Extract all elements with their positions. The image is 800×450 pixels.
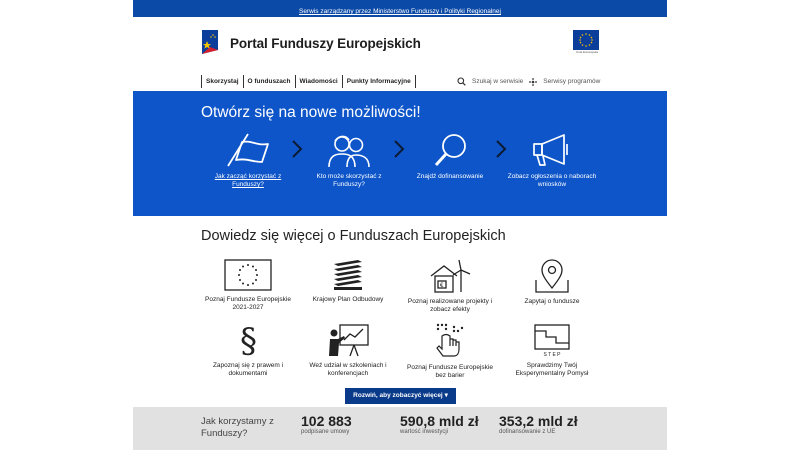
header [133,17,667,70]
tile-label [298,362,398,378]
nav-item-wiadomosci[interactable]: Wiadomości [295,75,342,88]
hero-step-announcements[interactable] [502,132,602,189]
tile-projects[interactable] [400,258,500,314]
step-icon-text: S T E P [543,352,561,358]
caret-down-icon: ▾ [444,392,448,399]
stat-investment [400,413,479,435]
hero-step-find[interactable] [400,132,500,181]
flag-icon [222,132,274,168]
stats-bar [133,407,667,450]
nav-item-o-funduszach[interactable]: O funduszach [243,75,295,88]
ministry-link[interactable]: Serwis zarządzany przez Ministerstwo Funduszy i Polityki Regionalnej [299,8,501,15]
tile-label [502,298,602,306]
page-frame [133,0,667,450]
building-icon [330,258,366,292]
accessibility-hand-icon [432,322,468,360]
stat-caption: podpisane umowy [301,429,350,435]
people-icon [323,132,375,168]
stat-value: 353,2 mld zł [499,413,578,429]
tile-label-line: Eksperymentalny Pomysł [515,370,589,377]
tile-fe-2021-2027[interactable] [198,258,298,312]
tile-label-line: 2021-2027 [232,304,264,311]
search-link[interactable]: Szukaj w serwisie [472,78,524,85]
nav-item-punkty-informacyjne[interactable]: Punkty Informacyjne [342,75,416,88]
tile-ask[interactable] [502,258,602,306]
hero-step-line: Zobacz ogłoszenia o naborach [507,173,597,180]
staircase-icon [532,322,572,358]
tile-label-line: Poznaj realizowane projekty i [407,298,493,305]
svg-text:§: § [240,322,257,358]
stat-caption: dofinansowanie z UE [499,429,556,435]
hero-title: Otwórz się na nowe możliwości! [201,104,421,121]
tile-label-line: Zapytaj o fundusze [524,298,580,305]
house-windmill-icon [428,258,472,294]
main-nav [201,75,416,88]
tile-label-line: Sprawdzimy Twój [526,362,578,369]
magnifier-icon [424,132,476,168]
expand-button-label: Rozwiń, aby zobaczyć więcej [353,392,443,399]
tile-law[interactable] [198,322,298,378]
eu-flag-logo-icon [573,30,599,50]
hero-step-line: Jak zacząć korzystać z [214,173,282,180]
hero-banner [133,91,667,216]
eu-caption: Unia Europejska [575,50,598,54]
tile-step[interactable] [502,322,602,378]
presenter-icon [326,322,370,358]
nav-item-skorzystaj[interactable]: Skorzystaj [201,75,243,88]
tile-label-line: dokumentami [228,370,268,377]
ministry-bar [133,0,667,17]
tile-accessibility[interactable] [400,322,500,380]
hero-step-line: Kto może skorzystać z [316,173,382,180]
share-icon[interactable] [529,78,537,86]
hero-step-label[interactable] [502,173,602,189]
tile-label [400,298,500,314]
expand-button[interactable] [345,388,456,404]
tile-label [400,364,500,380]
map-pin-icon [532,258,572,294]
search-icon[interactable] [457,77,466,86]
tile-label [198,362,298,378]
hero-step-label[interactable] [299,173,399,189]
hero-step-line: Funduszy? [232,181,264,188]
stat-value: 590,8 mld zł [400,413,479,429]
tile-label-line: Poznaj Fundusze Europejskie [205,296,291,303]
hero-step-line: wniosków [537,181,567,188]
paragraph-icon [233,322,263,358]
tile-label [502,362,602,378]
fe-logo-icon[interactable] [200,27,220,57]
tile-label [298,296,398,304]
learn-more-title: Dowiedz się więcej o Funduszach Europejskich [201,228,506,244]
tile-label [198,296,298,312]
portal-title[interactable]: Portal Funduszy Europejskich [230,36,421,51]
hero-step-line: Funduszy? [333,181,365,188]
hero-step-label[interactable] [198,173,298,189]
hero-step-start[interactable] [198,132,298,189]
stats-question-line: Jak korzystamy z [201,416,274,427]
tile-trainings[interactable] [298,322,398,378]
tile-kpo[interactable] [298,258,398,304]
tile-label-line: konferencjach [327,370,369,377]
stat-eu-funding [499,413,578,435]
eu-flag-icon [223,258,273,292]
tile-label-line: Weź udział w szkoleniach i [309,362,387,369]
megaphone-icon [526,132,578,168]
nav-tools [457,77,600,86]
stats-question-line: Funduszy? [201,428,248,439]
stat-contracts [301,413,352,435]
hero-step-line: Znajdź dofinansowanie [416,173,484,180]
tile-label-line: Krajowy Plan Odbudowy [312,296,384,303]
programs-link[interactable]: Serwisy programów [543,78,601,85]
tile-label-line: zobacz efekty [430,306,470,313]
hero-step-label[interactable] [400,173,500,181]
stat-value: 102 883 [301,413,352,429]
svg-text:€: € [440,283,444,289]
stats-question [201,416,291,440]
tile-label-line: Zapoznaj się z prawem i [212,362,284,369]
stat-caption: wartość inwestycji [400,429,449,435]
tile-label-line: bez barier [435,372,465,379]
tile-label-line: Poznaj Fundusze Europejskie [407,364,493,371]
hero-step-who[interactable] [299,132,399,189]
